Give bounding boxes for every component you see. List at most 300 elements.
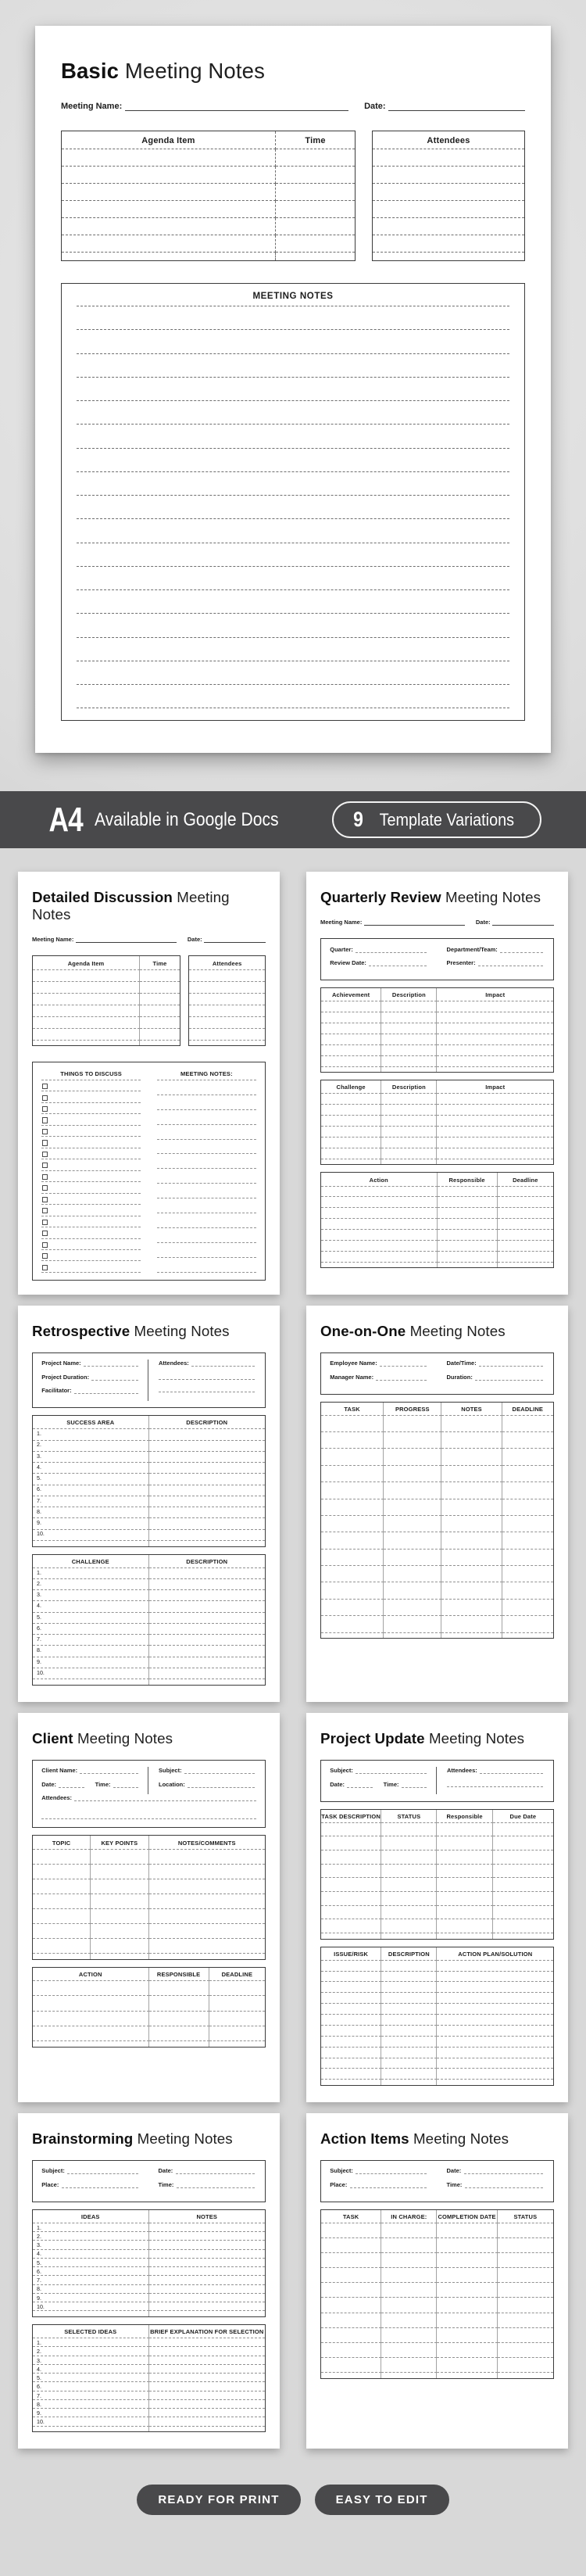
table-cell bbox=[381, 1906, 437, 1920]
table-cell bbox=[437, 1148, 553, 1159]
table-cell bbox=[321, 1416, 384, 1432]
table-cell bbox=[381, 2058, 437, 2069]
table-row bbox=[321, 1566, 553, 1582]
table-cell bbox=[33, 2338, 149, 2347]
table-row bbox=[33, 1029, 180, 1041]
table-row bbox=[33, 1590, 265, 1601]
table-cell bbox=[276, 149, 355, 167]
table-cell-spacer bbox=[502, 1633, 553, 1639]
column-header: Impact bbox=[437, 988, 553, 1001]
field-label: Date: bbox=[446, 2167, 462, 2175]
table-cell bbox=[149, 1590, 266, 1601]
meeting-name-field bbox=[61, 102, 348, 111]
table-cell bbox=[384, 1449, 441, 1465]
field-label: Project Duration: bbox=[41, 1373, 90, 1381]
table-cell-spacer bbox=[209, 2041, 265, 2047]
table-row bbox=[33, 2409, 265, 2417]
form-field bbox=[41, 2181, 138, 2188]
info-columns bbox=[41, 1360, 256, 1401]
notes-line bbox=[77, 543, 510, 567]
table-cell bbox=[381, 2268, 437, 2283]
table-cell bbox=[437, 1105, 553, 1116]
table-row bbox=[321, 1094, 553, 1105]
table-cell bbox=[437, 1138, 553, 1148]
table-cell bbox=[384, 1550, 441, 1566]
table-cell bbox=[493, 1892, 553, 1906]
form-field bbox=[41, 1360, 138, 1367]
row-number: 8. bbox=[36, 1508, 41, 1515]
table-cell bbox=[321, 1566, 384, 1582]
table-cell bbox=[373, 184, 524, 201]
table-cell bbox=[149, 2382, 266, 2391]
table-cell bbox=[437, 2238, 497, 2253]
table-cell bbox=[381, 1094, 437, 1105]
table-cell bbox=[149, 2259, 266, 2267]
table-row bbox=[373, 235, 524, 253]
table-cell bbox=[437, 2223, 497, 2238]
field-pair bbox=[41, 1781, 138, 1788]
table-cell bbox=[381, 2015, 437, 2026]
field-line bbox=[59, 1782, 84, 1788]
table-row bbox=[321, 2004, 553, 2015]
table-cell bbox=[149, 1939, 266, 1954]
table-cell bbox=[441, 1466, 502, 1482]
form-field bbox=[447, 1767, 543, 1774]
table-cell bbox=[498, 1230, 553, 1241]
table-row bbox=[33, 2285, 265, 2294]
table-row bbox=[321, 1906, 553, 1920]
form-field bbox=[330, 1767, 426, 1774]
table-row bbox=[33, 2374, 265, 2382]
table bbox=[32, 2209, 266, 2317]
table-row bbox=[33, 1850, 265, 1865]
table-cell bbox=[321, 2223, 381, 2238]
table-bottom-spacer bbox=[373, 253, 524, 260]
table-cell bbox=[33, 1924, 91, 1939]
row-number: 9. bbox=[36, 1658, 41, 1665]
row-number: 6. bbox=[36, 2268, 41, 2275]
column-header: RESPONSIBLE bbox=[149, 1968, 209, 1981]
column-header: Achievement bbox=[321, 988, 381, 1001]
column-header: CHALLENGE bbox=[33, 1555, 149, 1568]
table-cell bbox=[438, 1219, 498, 1230]
table-header-row bbox=[33, 1555, 265, 1568]
table-cell bbox=[437, 1056, 553, 1067]
table-row bbox=[189, 1029, 265, 1041]
table-cell bbox=[321, 2298, 381, 2313]
column-header: Challenge bbox=[321, 1080, 381, 1094]
field-line bbox=[347, 1782, 373, 1788]
field-label: Time: bbox=[446, 2180, 463, 2188]
table-cell bbox=[149, 2365, 266, 2374]
table-cell bbox=[381, 1105, 437, 1116]
table-cell bbox=[149, 1894, 266, 1909]
checkbox-icon bbox=[42, 1185, 48, 1191]
table-cell-spacer bbox=[384, 1633, 441, 1639]
table-cell bbox=[149, 1924, 266, 1939]
table-row bbox=[62, 235, 355, 253]
table-cell bbox=[493, 1836, 553, 1850]
table-cell bbox=[149, 1646, 266, 1657]
form-field bbox=[41, 1767, 138, 1774]
table-cell bbox=[321, 1823, 381, 1837]
table-cell bbox=[62, 201, 276, 218]
table-cell bbox=[189, 994, 265, 1005]
table-row bbox=[321, 1516, 553, 1532]
table-row bbox=[321, 1499, 553, 1516]
table-cell bbox=[437, 1906, 492, 1920]
checklist-row bbox=[41, 1080, 141, 1091]
table-cell bbox=[437, 1878, 492, 1892]
table-cell bbox=[321, 2037, 381, 2048]
table-bottom-spacer bbox=[62, 253, 355, 260]
table-cell bbox=[321, 1836, 381, 1850]
table-row bbox=[321, 2268, 553, 2283]
table-cell bbox=[62, 149, 276, 167]
template-title-bold: Project Update bbox=[320, 1729, 425, 1747]
column-header: DESCRIPTION bbox=[149, 1555, 266, 1568]
row-number: 8. bbox=[36, 1647, 41, 1654]
date-label: Date: bbox=[187, 935, 202, 943]
table-cell bbox=[321, 1516, 384, 1532]
table-cell bbox=[149, 2294, 266, 2302]
table-cell-spacer bbox=[321, 1067, 381, 1073]
form-field bbox=[447, 1360, 544, 1367]
notes-line bbox=[77, 472, 510, 496]
row-number: 10. bbox=[36, 1531, 45, 1538]
table-cell bbox=[502, 1449, 553, 1465]
table-cell bbox=[437, 1045, 553, 1056]
table-cell-spacer bbox=[437, 2080, 553, 2085]
table bbox=[320, 987, 554, 1073]
field-label: Attendees: bbox=[159, 1360, 189, 1367]
table-row bbox=[33, 2417, 265, 2426]
table-cell bbox=[381, 1982, 437, 1993]
table-row bbox=[321, 1836, 553, 1850]
table-cell bbox=[381, 2253, 437, 2268]
table-cell bbox=[91, 1879, 148, 1894]
row-number: 2. bbox=[36, 1442, 41, 1449]
table-cell bbox=[441, 1616, 502, 1632]
table-cell bbox=[373, 235, 524, 253]
table-row bbox=[62, 201, 355, 218]
table-row bbox=[321, 1127, 553, 1138]
table-row bbox=[33, 1452, 265, 1463]
meeting-name-line bbox=[76, 937, 177, 943]
table-cell bbox=[149, 1865, 266, 1879]
table-row bbox=[62, 184, 355, 201]
table-cell bbox=[149, 1579, 266, 1590]
info-columns bbox=[41, 1767, 256, 1794]
checklist-row bbox=[41, 1239, 141, 1250]
table-cell bbox=[437, 1993, 553, 2004]
table-row bbox=[321, 1208, 553, 1219]
table-cell bbox=[437, 1023, 553, 1034]
field-line bbox=[91, 1374, 138, 1381]
table-row bbox=[321, 1878, 553, 1892]
table-row bbox=[321, 1482, 553, 1499]
row-number: 4. bbox=[36, 2366, 41, 2373]
column-header: Attendees bbox=[189, 956, 265, 969]
template-title-rest: Meeting Notes bbox=[409, 2130, 509, 2148]
field-label: Subject: bbox=[330, 1767, 353, 1775]
template-card-action-items bbox=[306, 2113, 568, 2449]
meta-row bbox=[320, 919, 554, 926]
table-cell bbox=[149, 2400, 266, 2409]
meta-row bbox=[61, 102, 525, 111]
table-header-row bbox=[33, 2210, 265, 2223]
field-line bbox=[447, 1781, 543, 1787]
table-cell bbox=[33, 1909, 91, 1924]
table-header-row bbox=[321, 1173, 553, 1186]
checklist-row bbox=[41, 1126, 141, 1137]
table-cell bbox=[149, 2374, 266, 2382]
table-cell bbox=[33, 1568, 149, 1579]
table-cell bbox=[149, 1507, 266, 1518]
form-field bbox=[159, 1781, 255, 1788]
table-row bbox=[321, 1001, 553, 1012]
row-number: 1. bbox=[36, 1431, 41, 1438]
table-cell bbox=[62, 235, 276, 253]
table-cell bbox=[149, 2223, 266, 2232]
table-row bbox=[33, 1981, 265, 1996]
row-number: 5. bbox=[36, 2375, 41, 2381]
field-label: Project Name: bbox=[41, 1360, 81, 1367]
table-row bbox=[321, 2048, 553, 2058]
table-row bbox=[189, 994, 265, 1005]
template-title-rest: Meeting Notes bbox=[133, 2130, 233, 2148]
table-cell bbox=[493, 1865, 553, 1879]
table-cell bbox=[437, 2058, 553, 2069]
table-cell bbox=[189, 1005, 265, 1017]
table-bottom-spacer bbox=[33, 2427, 265, 2432]
table bbox=[32, 1415, 266, 1546]
row-number: 4. bbox=[36, 1603, 41, 1610]
form-field bbox=[447, 946, 544, 953]
table-cell bbox=[321, 1219, 438, 1230]
table-cell bbox=[33, 1496, 149, 1507]
table-cell bbox=[381, 2069, 437, 2080]
row-number: 8. bbox=[36, 2286, 41, 2293]
form-field bbox=[159, 1374, 255, 1380]
table-cell bbox=[381, 1012, 437, 1023]
table-cell bbox=[321, 1001, 381, 1012]
table-row bbox=[33, 1996, 265, 2011]
table-cell bbox=[321, 1105, 381, 1116]
table-cell bbox=[149, 1518, 266, 1529]
table-cell bbox=[140, 982, 180, 994]
column-header: TOPIC bbox=[33, 1836, 91, 1849]
notes-line bbox=[157, 1258, 256, 1273]
table bbox=[320, 1402, 554, 1639]
table-cell bbox=[502, 1550, 553, 1566]
table-row bbox=[33, 1017, 180, 1029]
row-number: 1. bbox=[36, 2340, 41, 2346]
table-cell bbox=[384, 1466, 441, 1482]
table-cell bbox=[149, 2302, 266, 2311]
table-cell bbox=[321, 1482, 384, 1499]
field-label: Facilitator: bbox=[41, 1387, 72, 1395]
table-cell bbox=[149, 1981, 209, 1996]
basic-template-sheet bbox=[35, 26, 551, 753]
table-cell bbox=[321, 1961, 381, 1972]
info-box bbox=[32, 1760, 266, 1829]
table-cell bbox=[321, 1906, 381, 1920]
table-row bbox=[33, 2276, 265, 2284]
table bbox=[320, 1947, 554, 2087]
checkbox-icon bbox=[42, 1106, 48, 1112]
table-cell bbox=[33, 1507, 149, 1518]
column-header: Impact bbox=[437, 1080, 553, 1094]
table-row bbox=[33, 1463, 265, 1474]
table-cell bbox=[149, 1485, 266, 1496]
table-cell bbox=[321, 1138, 381, 1148]
meeting-name-label: Meeting Name: bbox=[32, 935, 74, 943]
table-cell bbox=[321, 1230, 438, 1241]
table-cell bbox=[321, 2026, 381, 2037]
discussion-notes-box bbox=[32, 1062, 266, 1281]
table-cell bbox=[321, 1148, 381, 1159]
table-cell bbox=[437, 1972, 553, 1983]
row-number: 2. bbox=[36, 2233, 41, 2240]
table-cell bbox=[437, 1034, 553, 1045]
table-cell bbox=[438, 1208, 498, 1219]
table-cell bbox=[149, 2409, 266, 2417]
table-cell bbox=[33, 1646, 149, 1657]
table-row bbox=[321, 1850, 553, 1865]
table-cell-spacer bbox=[437, 1933, 492, 1939]
checklist-row bbox=[41, 1103, 141, 1114]
template-title-bold: Quarterly Review bbox=[320, 889, 441, 905]
column-header: COMPLETION DATE bbox=[437, 2210, 497, 2223]
meeting-name-label: Meeting Name: bbox=[320, 918, 363, 926]
table-row bbox=[321, 1034, 553, 1045]
template-title-rest: Meeting Notes bbox=[406, 1322, 506, 1339]
table-cell bbox=[62, 218, 276, 235]
field-label: Time: bbox=[383, 1780, 399, 1788]
form-field bbox=[330, 946, 427, 953]
table-cell bbox=[189, 982, 265, 994]
table-row bbox=[33, 2347, 265, 2356]
date-field bbox=[364, 102, 525, 111]
table-cell bbox=[62, 184, 276, 201]
table-cell-spacer bbox=[381, 1067, 437, 1073]
table-cell bbox=[321, 1466, 384, 1482]
table-cell bbox=[321, 1241, 438, 1252]
table-cell bbox=[384, 1516, 441, 1532]
template-card-client bbox=[18, 1713, 280, 2102]
table-row bbox=[33, 994, 180, 1005]
table-cell bbox=[321, 2069, 381, 2080]
form-field bbox=[41, 1794, 256, 1801]
meeting-notes-header: MEETING NOTES: bbox=[157, 1068, 256, 1080]
table-bottom-spacer bbox=[321, 1263, 553, 1268]
table-cell bbox=[33, 2391, 149, 2400]
table-cell bbox=[149, 1601, 266, 1612]
table-cell bbox=[321, 1919, 381, 1933]
info-columns bbox=[330, 1360, 545, 1387]
table-bottom-spacer bbox=[33, 1541, 265, 1546]
table-cell bbox=[384, 1416, 441, 1432]
table-cell bbox=[149, 1909, 266, 1924]
table-row bbox=[321, 2238, 553, 2253]
table-cell bbox=[502, 1416, 553, 1432]
checkbox-icon bbox=[42, 1084, 48, 1089]
info-box bbox=[32, 2160, 266, 2202]
table-cell bbox=[321, 1993, 381, 2004]
table-cell bbox=[502, 1466, 553, 1482]
table-row bbox=[33, 2232, 265, 2241]
table-row bbox=[321, 1432, 553, 1449]
table-cell bbox=[209, 1996, 265, 2011]
table-cell-spacer bbox=[33, 1954, 91, 1959]
table-header-row bbox=[33, 956, 180, 969]
table-row bbox=[33, 2356, 265, 2365]
checklist-row bbox=[41, 1205, 141, 1216]
table-cell bbox=[321, 1582, 384, 1599]
table-row bbox=[33, 2223, 265, 2232]
ready-for-print-badge: READY FOR PRINT bbox=[137, 2485, 300, 2515]
template-title bbox=[32, 889, 266, 923]
checklist-row bbox=[41, 1182, 141, 1193]
table-cell bbox=[149, 1496, 266, 1507]
table-row bbox=[321, 2058, 553, 2069]
row-number: 10. bbox=[36, 1669, 45, 1676]
notes-line bbox=[157, 1184, 256, 1198]
field-line bbox=[369, 960, 427, 966]
table-row bbox=[373, 201, 524, 218]
row-number: 9. bbox=[36, 2410, 41, 2417]
table-cell bbox=[502, 1600, 553, 1616]
table-cell bbox=[437, 1823, 492, 1837]
table-row bbox=[321, 1982, 553, 1993]
table-cell bbox=[441, 1566, 502, 1582]
table-cell bbox=[33, 1613, 149, 1624]
field-line bbox=[356, 947, 427, 953]
table-cell bbox=[149, 1657, 266, 1668]
table-cell bbox=[498, 2298, 553, 2313]
template-title bbox=[320, 1323, 554, 1340]
form-field bbox=[330, 2167, 427, 2174]
table-cell bbox=[321, 1094, 381, 1105]
table-row bbox=[373, 149, 524, 167]
date-label: Date: bbox=[475, 918, 491, 926]
table-row bbox=[321, 2343, 553, 2358]
table-cell bbox=[321, 1208, 438, 1219]
table-row bbox=[321, 1045, 553, 1056]
table-header-row bbox=[321, 1810, 553, 1823]
row-number: 1. bbox=[36, 2224, 41, 2231]
table-cell bbox=[441, 1532, 502, 1549]
table-cell bbox=[189, 1029, 265, 1041]
table-cell bbox=[441, 1432, 502, 1449]
table-cell bbox=[276, 235, 355, 253]
table-cell bbox=[437, 2358, 497, 2373]
form-field bbox=[41, 1781, 84, 1788]
column-header: TASK bbox=[321, 2210, 381, 2223]
table-cell bbox=[381, 2298, 437, 2313]
table-row bbox=[33, 2026, 265, 2041]
row-number: 7. bbox=[36, 2277, 41, 2284]
table-row bbox=[321, 1449, 553, 1465]
notes-line bbox=[77, 496, 510, 519]
table-row bbox=[321, 1056, 553, 1067]
table-row bbox=[33, 1441, 265, 1452]
table-cell bbox=[321, 1532, 384, 1549]
table-row bbox=[33, 1668, 265, 1679]
template-title-bold: Basic bbox=[61, 59, 120, 83]
table-cell bbox=[381, 2313, 437, 2328]
